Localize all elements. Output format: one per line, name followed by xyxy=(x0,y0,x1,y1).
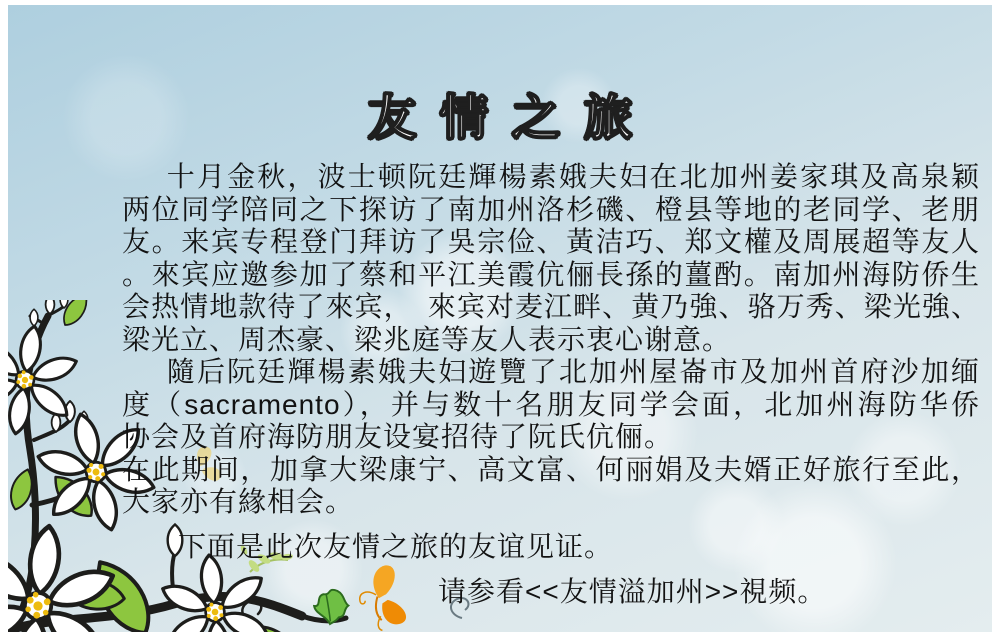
body-line: 隨后阮廷輝楊素娥夫妇遊覽了北加州屋崙市及加州首府沙加缅 xyxy=(166,356,980,387)
body-line: 大家亦有緣相会。 xyxy=(122,486,355,517)
body-line: 十月金秋，波士顿阮廷輝楊素娥夫妇在北加州姜家琪及高泉颖 xyxy=(166,161,980,192)
body-line: 两位同学陪同之下探访了南加州洛杉磯、橙县等地的老同学、老朋 xyxy=(122,193,980,225)
body-line: 。來宾应邀参加了蔡和平江美霞伉俪長孫的薑酌。南加州海防侨生 xyxy=(122,258,980,290)
page-title: 友情之旅 xyxy=(367,92,656,146)
video-note-line: 请参看<<友情溢加州>>視频。 xyxy=(438,576,827,607)
closing-line: 下面是此次友情之旅的友谊见证。 xyxy=(178,530,614,562)
body-line: 协会及首府海防朋友设宴招待了阮氏伉俪。 xyxy=(122,421,674,452)
body-line: 度（sacramento），并与数十名朋友同学会面，北加州海防华侨 xyxy=(122,388,980,420)
poster-background xyxy=(8,5,992,632)
body-line: 友。来宾专程登门拜访了吳宗俭、黃洁巧、郑文權及周展超等友人 xyxy=(122,226,980,257)
body-line: 在此期间，加拿大梁康宁、高文富、何丽娟及夫婿正好旅行至此， xyxy=(122,453,980,485)
body-text xyxy=(122,161,980,609)
body-line: 梁光立、周杰豪、梁兆庭等友人表示衷心谢意。 xyxy=(122,323,732,355)
body-line: 会热情地款待了來宾， 來宾对麦江畔、黄乃強、骆万秀、梁光強、 xyxy=(122,291,980,322)
